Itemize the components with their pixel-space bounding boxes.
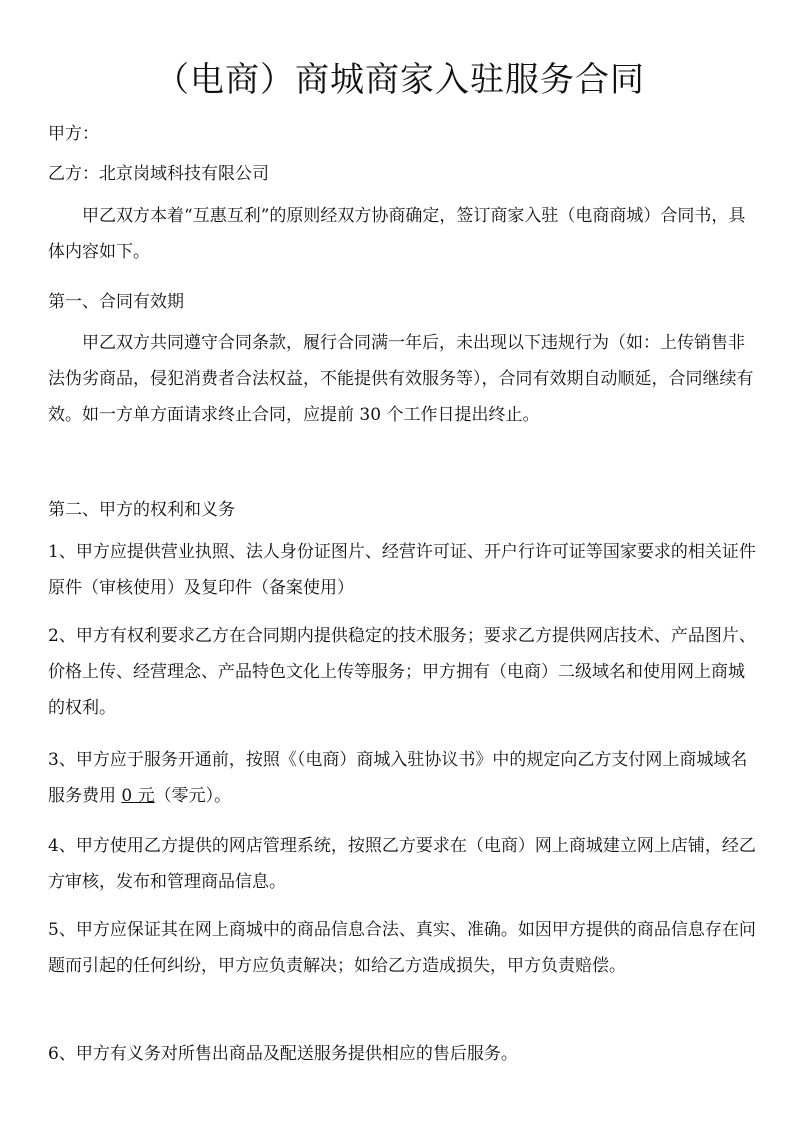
- item3-text: 3、甲方应于服务开通前，按照《（电商）商城入驻协议书》中的规定向乙方支付网上商城域名服务费用: [48, 750, 748, 806]
- section-2-heading: 第二、甲方的权利和义务: [48, 500, 235, 520]
- section-1-heading: 第一、合同有效期: [48, 292, 184, 312]
- party-a-line: 甲方：: [48, 124, 99, 144]
- list-item: 5、甲方应保证其在网上商城中的商品信息合法、真实、准确。如因甲方提供的商品信息存在问题而引起的任何纠纷，甲方应负责解决；如给乙方造成损失，甲方负责赔偿。: [48, 920, 756, 976]
- section-1-body: 甲乙双方共同遵守合同条款，履行合同满一年后，未出现以下违规行为（如：上传销售非法伪劣商品，侵犯消费者合法权益，不能提供有效服务等），合同有效期自动顺延，合同继续有效。如一方单方面请求终止合同，应提前 30 个工作日提出终止。: [48, 333, 754, 425]
- intro-paragraph: 甲乙双方本着“互惠互利”的原则经双方协商确定，签订商家入驻（电商商城）合同书，具体内容如下。: [48, 206, 746, 262]
- list-item: 6、甲方有义务对所售出商品及配送服务提供相应的售后服务。: [48, 1044, 518, 1064]
- party-b-line: 乙方：北京岗域科技有限公司: [48, 164, 269, 184]
- service-fee-value: 0 元: [121, 786, 155, 806]
- list-item: 1、甲方应提供营业执照、法人身份证图片、经营许可证、开户行许可证等国家要求的相关证件原件（审核使用）及复印件（备案使用）: [48, 542, 756, 598]
- item3-text-end: （零元）。: [154, 786, 232, 806]
- document-title: （电商）商城商家入驻服务合同: [155, 60, 645, 100]
- list-item: 2、甲方有权利要求乙方在合同期内提供稳定的技术服务；要求乙方提供网店技术、产品图片、价格上传、经营理念、产品特色文化上传等服务；甲方拥有（电商）二级域名和使用网上商城的权利。: [48, 626, 756, 718]
- list-item: 4、甲方使用乙方提供的网店管理系统，按照乙方要求在（电商）网上商城建立网上店铺，经乙方审核，发布和管理商品信息。: [48, 836, 756, 892]
- list-item: [48, 742, 758, 814]
